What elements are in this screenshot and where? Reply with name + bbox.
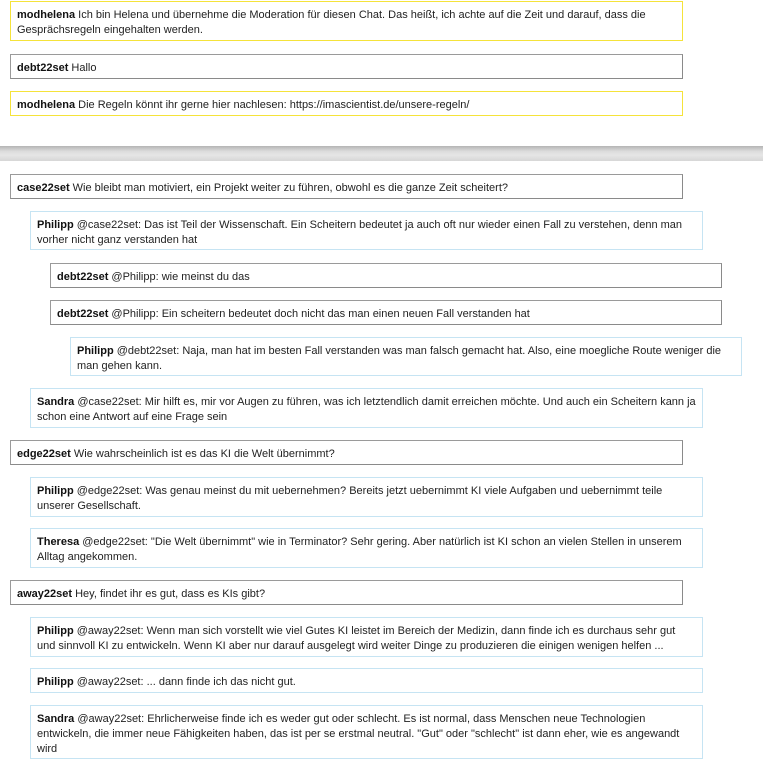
message-author: away22set (17, 588, 73, 600)
moderator-message (10, 1, 683, 41)
message-text: Wie bleibt man motiviert, ein Projekt weiter zu führen, obwohl es die ganze Zeit scheitert? (72, 182, 508, 194)
message-author: Philipp (37, 485, 74, 497)
message-author: debt22set (57, 308, 109, 320)
message-author: edge22set (17, 448, 71, 460)
reply-message (50, 300, 722, 325)
reply-message (30, 211, 703, 250)
reply-message (30, 668, 703, 693)
message-text: @case22set: Das ist Teil der Wissenschaft. Ein Scheitern bedeutet ja auch oft nur wieder einen Fall zu verstehen, denn man vorher nicht ganz verstanden hat (37, 219, 683, 246)
reply-message (30, 705, 703, 759)
message-text: Die Regeln könnt ihr gerne hier nachlesen: https://imascientist.de/unsere-regeln/ (78, 99, 470, 111)
question-message (10, 440, 683, 465)
moderator-message (10, 91, 683, 116)
message-author: debt22set (17, 62, 69, 74)
reply-message (50, 263, 722, 288)
reply-message (30, 528, 703, 568)
message-author: Theresa (37, 536, 80, 548)
message-text: @away22set: Ehrlicherweise finde ich es weder gut oder schlecht. Es ist normal, dass Menschen neue Technologien entwickeln, die immer neue Fähigkeiten haben, das ist per se erstmal neutral. "Gut" oder "schlecht" ist dann eher, wie es angewandt wird (37, 713, 680, 755)
message-author: Philipp (37, 219, 74, 231)
message-author: Philipp (37, 625, 74, 637)
question-message (10, 580, 683, 605)
message-text: Hey, findet ihr es gut, dass es KIs gibt? (75, 588, 266, 600)
message-text: @away22set: ... dann finde ich das nicht gut. (76, 676, 296, 688)
reply-message (30, 477, 703, 517)
message-text: @edge22set: Was genau meinst du mit uebernehmen? Bereits jetzt uebernimmt KI viele Aufgaben und uebernimmt teile unserer Gesellschaft. (37, 485, 663, 512)
message-text: @case22set: Mir hilft es, mir vor Augen zu führen, was ich letztendlich damit erreichen möchte. Und auch ein Scheitern kann ja schon eine Antwort auf eine Frage sein (37, 396, 696, 423)
section-divider (0, 146, 763, 161)
message-author: debt22set (57, 271, 109, 283)
message-author: Sandra (37, 713, 75, 725)
message-text: Wie wahrscheinlich ist es das KI die Welt übernimmt? (73, 448, 335, 460)
message-text: @Philipp: wie meinst du das (111, 271, 250, 283)
message-text: @debt22set: Naja, man hat im besten Fall verstanden was man falsch gemacht hat. Also, eine moegliche Route weniger die man gehen kann. (77, 345, 722, 372)
message-author: case22set (17, 182, 70, 194)
user-message (10, 54, 683, 79)
message-author: modhelena (17, 99, 76, 111)
message-text: @away22set: Wenn man sich vorstellt wie viel Gutes KI leistet im Bereich der Medizin, dann finde ich es durchaus sehr gut und sinnvoll KI zu entwickeln. Wenn KI aber nur darauf ausgelegt wird weiter Dinge zu produzieren die einigen wenigen helfen ... (37, 625, 676, 652)
message-author: modhelena (17, 9, 76, 21)
message-author: Sandra (37, 396, 75, 408)
message-text: Hallo (71, 62, 97, 74)
reply-message (70, 337, 742, 376)
message-author: Philipp (37, 676, 74, 688)
reply-message (30, 388, 703, 428)
message-author: Philipp (77, 345, 114, 357)
message-text: @edge22set: "Die Welt übernimmt" wie in Terminator? Sehr gering. Aber natürlich ist KI schon an vielen Stellen in unserem Alltag angekommen. (37, 536, 682, 563)
reply-message (30, 617, 703, 657)
message-text: @Philipp: Ein scheitern bedeutet doch nicht das man einen neuen Fall verstanden hat (111, 308, 530, 320)
question-message (10, 174, 683, 199)
message-text: Ich bin Helena und übernehme die Moderation für diesen Chat. Das heißt, ich achte auf die Zeit und darauf, dass die Gesprächsregeln eingehalten werden. (17, 9, 646, 36)
